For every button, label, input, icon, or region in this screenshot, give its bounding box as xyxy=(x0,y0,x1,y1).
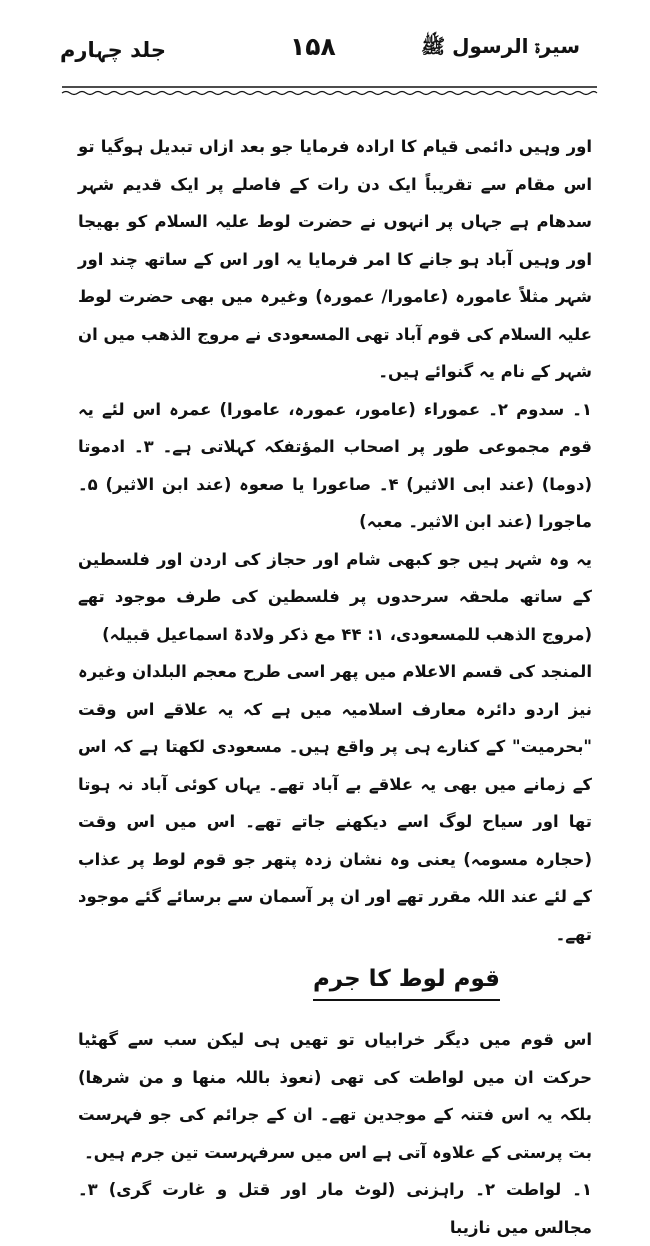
paragraph-2-city-list: ۱۔ سدوم ۲۔ عموراء (عامور، عمورہ، عامورا) عمرہ اس لئے یہ قوم مجموعی طور پر اصحاب المؤتفکہ کہلاتی ہے۔ ۳۔ ادموتا (دوما) (عند ابی الاثیر) ۴۔ صاعورا یا صعوہ (عند ابن الاثیر) ۵۔ ماجورا (عند ابن الاثیر۔ معبہ) xyxy=(78,399,592,531)
paragraph-5: اس قوم میں دیگر خرابیاں تو تھیں ہی لیکن سب سے گھٹیا حرکت ان میں لواطت کی تھی (نعوذ باللہ منھا و من شرھا) بلکہ یہ اس فتنہ کے موجدین تھے۔ ان کے جرائم کی جو فہرست بت پرستی کے علاوہ آتی ہے اس میں سرفہرست تین جرم ہیں۔ xyxy=(78,1030,592,1162)
paragraph-1: اور وہیں دائمی قیام کا ارادہ فرمایا جو بعد ازاں تبدیل ہوگیا تو اس مقام سے تقریباً ایک دن رات کے فاصلے پر ایک قدیم شہر سدھام ہے جہاں پر انہوں نے حضرت لوط علیہ السلام کو بھیجا اور وہیں آباد ہو جانے کا امر فرمایا یہ اور اس کے ساتھ چند اور شہر مثلاً عامورہ (عامورا/ عمورہ) وغیرہ میں بھی حضرت لوط علیہ السلام کی قوم آباد تھی المسعودی نے مروج الذھب میں ان شہر کے نام یہ گنوائے ہیں۔ xyxy=(78,137,592,381)
section-heading-wrap xyxy=(78,953,592,1021)
paragraph-4: المنجد کی قسم الاعلام میں پھر اسی طرح معجم البلدان وغیرہ نیز اردو دائرہ معارف اسلامیہ میں ہے کہ یہ علاقے اس وقت "بحرمیت" کے کنارے ہی پر واقع ہیں۔ مسعودی لکھتا ہے کہ اس کے زمانے میں بھی یہ علاقے بے آباد تھے۔ یہاں کوئی آباد نہ ہوتا تھا اور سیاح لوگ اسے دیکھنے جاتے تھے۔ اس میں اس وقت (حجارہ مسومہ) یعنی وہ نشان زدہ پتھر جو قوم لوط پر عذاب کے لئے عند اللہ مقرر تھے اور ان پر آسمان سے برسائے گئے موجود تھے۔ xyxy=(78,662,592,944)
page-number: ۱۵۸ xyxy=(290,32,336,61)
paragraph-3: یہ وہ شہر ہیں جو کبھی شام اور حجاز کی اردن اور فلسطین کے ساتھ ملحقہ سرحدوں پر فلسطین کی طرف موجود تھے (مروج الذھب للمسعودی، ۱: ۴۴ مع ذکر ولادۃ اسماعیل قبیلہ) xyxy=(78,549,592,644)
section-heading: قوم لوط کا جرم xyxy=(313,961,500,1001)
page-body xyxy=(78,128,592,1246)
header-ornamental-rule xyxy=(62,84,597,96)
book-title: سیرۃ الرسول ﷺ xyxy=(420,34,580,58)
paragraph-6-crime-list: ۱۔ لواطت ۲۔ راہزنی (لوٹ مار اور قتل و غارت گری) ۳۔ مجالس میں نازیبا xyxy=(78,1180,592,1237)
page-header xyxy=(60,32,580,82)
volume-label: جلد چہارم xyxy=(60,38,166,62)
